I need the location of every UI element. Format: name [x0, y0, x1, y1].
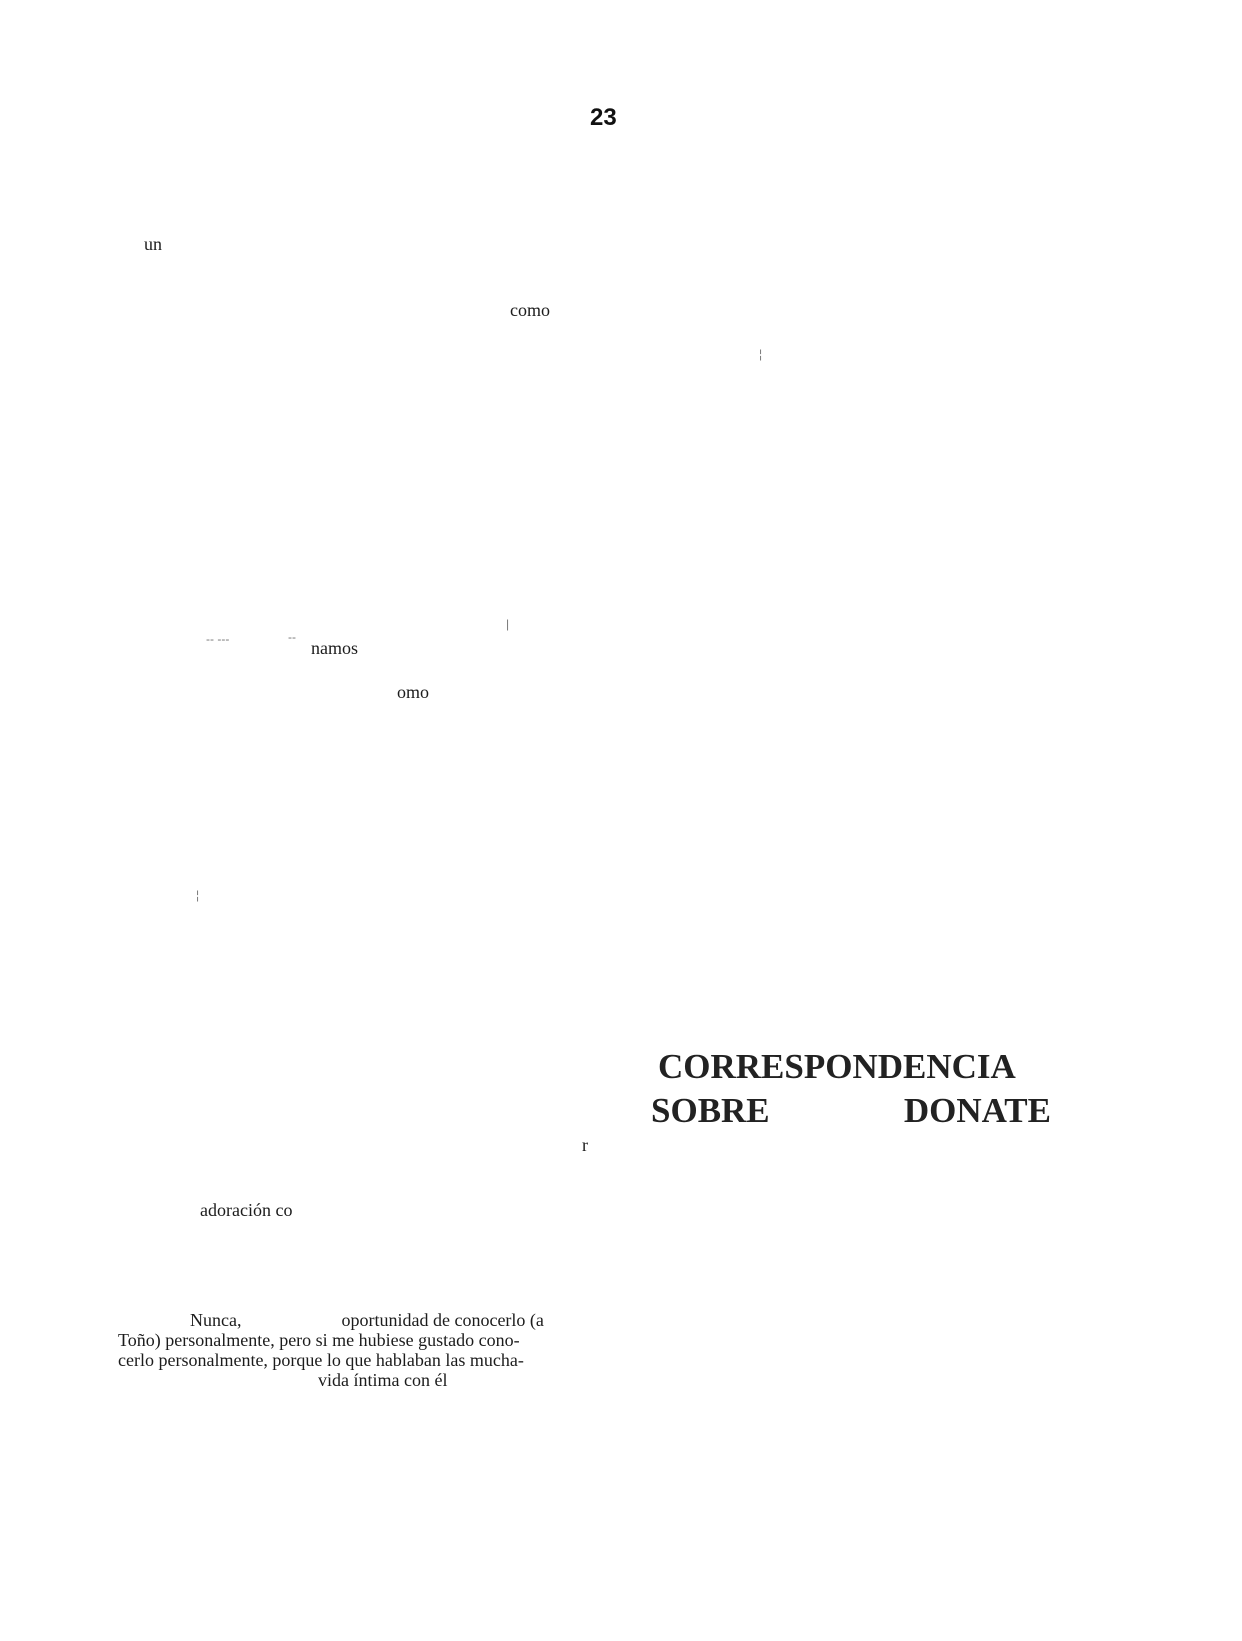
- stray-mark: ¦: [196, 888, 200, 902]
- text-fragment-como: como: [510, 300, 550, 320]
- stray-mark: |: [506, 617, 510, 631]
- paragraph-segment: oportunidad de conocerlo (a: [341, 1310, 544, 1330]
- dash-mark: --: [288, 630, 296, 644]
- paragraph-line: cerlo personalmente, porque lo que hablaban las mucha-: [118, 1350, 524, 1370]
- dash-marks: -- ---: [206, 632, 230, 646]
- text-fragment-adoracion: adoración co: [200, 1200, 293, 1220]
- paragraph-word: Nunca,: [190, 1310, 242, 1330]
- text-fragment-omo: omo: [397, 682, 430, 702]
- text-fragment-r: r: [582, 1135, 588, 1155]
- text-fragment-namos: namos: [311, 638, 358, 658]
- heading-line-1: CORRESPONDENCIA: [658, 1047, 1016, 1086]
- stray-mark: ¦: [759, 347, 763, 361]
- body-paragraph: [118, 1310, 588, 1390]
- heading-line-2: [651, 1089, 1051, 1133]
- paragraph-line: Toño) personalmente, pero si me hubiese gustado cono-: [118, 1330, 520, 1350]
- section-heading: [651, 1045, 1051, 1133]
- text-fragment-un: un: [144, 234, 162, 254]
- heading-word-donate: DONATE: [903, 1091, 1051, 1130]
- paragraph-line: [118, 1310, 588, 1330]
- paragraph-line: vida íntima con él: [318, 1370, 448, 1390]
- heading-word-sobre: SOBRE: [651, 1091, 770, 1130]
- page-number: 23: [590, 104, 617, 131]
